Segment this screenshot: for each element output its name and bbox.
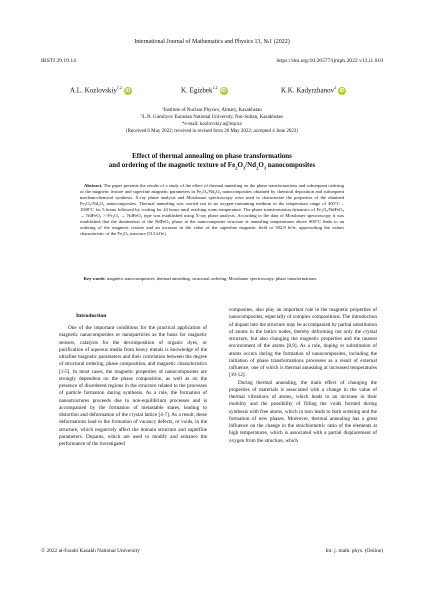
keywords-text: : magnetic nanocomposites, thermal annealing, structural ordering, Mossbauer spectroscopy, phase transformations. bbox=[104, 276, 318, 281]
affiliation-1: ¹Institute of Nuclear Physics, Almaty, Kazakhstan bbox=[162, 108, 262, 113]
author-2-affil: 1,2 bbox=[212, 85, 218, 90]
text-column-left bbox=[59, 325, 207, 448]
text-column-right bbox=[229, 307, 377, 445]
orcid-icon[interactable]: iD bbox=[339, 87, 345, 94]
irsti-code: IRSTI 29.19.14 bbox=[41, 58, 76, 64]
author-1-name: A.L. Kozlovskiy bbox=[70, 86, 117, 95]
article-title bbox=[0, 152, 424, 172]
received-dates: (Received 6 May 2022; received in revised form 26 May 2022; accepted 4 June 2022) bbox=[125, 129, 299, 134]
journal-header: International Journal of Mathematics and Physics 13, №1 (2022) bbox=[134, 39, 290, 45]
paragraph: One of the important conditions for the practical application of magnetic nanocomposites or nanoparticles as the basis for magnetic sensors, catalysts for the decomposition of organic dyes, or purification of aqueous media from heavy metals is knowledge of the ultrafine magnetic parameters and their correlation between the degree of structural ordering, phase composition, and magnetic characteristics [1-5]. In most cases, the magnetic properties of nanocomposites are strongly dependent on the phase composition, as well as on the presence of disordered regions in the structure related to the processes of particle formation during synthesis. As a rule, the formation of nanostructures proceeds due to non-equilibrium processes and is accompanied by the formation of metastable states, leading to distortion and deformation of the crystal lattice [4-7]. As a result, these deformations lead to the formation of vacancy defects, or voids, in the structure, which negatively affect the domain structure and superfine parameters. Dopants, which are used to modify and enhance the performance of the investigated bbox=[59, 325, 207, 447]
affiliations bbox=[0, 107, 424, 135]
corresponding-email: *e-mail: kozlovskiy.a@inp.kz bbox=[182, 122, 242, 127]
author-2-name: K. Egizbek bbox=[181, 86, 213, 95]
title-line-2: and ordering of the magnetic texture of $Fe_2O_3/Nd_2O_3$ nanocomposites bbox=[108, 161, 316, 171]
paragraph: During thermal annealing, the main effect of changing the properties of materials is associated with a change in the value of thermal vibrations of atoms, which leads to an increase in their mobility and the possibility of filling the voids formed during synthesis with free atoms, which in turn leads to both ordering and the formation of new phases. Moreover, thermal annealing has a great influence on the change in the stoichiometric ratio of the elements at high temperatures, which is associated with a partial displacement of oxygen from the structure, which bbox=[229, 379, 377, 444]
section-heading-introduction: Introduction bbox=[76, 313, 107, 319]
orcid-icon[interactable]: iD bbox=[221, 87, 226, 94]
author-3-name: K.K. Kadyrzhanov bbox=[281, 86, 335, 95]
orcid-icon[interactable]: iD bbox=[125, 87, 131, 94]
title-line-1: Effect of thermal annealing on phase transformations bbox=[132, 152, 292, 160]
author-3 bbox=[281, 85, 346, 95]
doi-link[interactable]: https://doi.org/10.26577/ijmph.2022.v13.i1.010 bbox=[276, 58, 383, 64]
affiliation-2: ²L.N. Gumilyov Eurasian National University, Nur-Sultan, Kazakhstan bbox=[141, 115, 283, 120]
keywords-label: Key words bbox=[83, 276, 105, 281]
paragraph: composites, also play an important role in the magnetic properties of nanocomposites, especially of complex compositions. The introduction of dopant into the structure may be accompanied by partial substitution of atoms in the lattice nodes, thereby deforming not only the crystal structure, but also changing the magnetic properties and the nearest environment of the atoms [8,9]. As a rule, doping or substitution of atoms occurs during the formation of nanocomposites, including the initiation of phase transformations processes as a result of external influence, one of which is thermal annealing at increased temperatures [10-12]. bbox=[229, 307, 377, 379]
journal-abbrev: Int. j. math. phys. (Online) bbox=[325, 548, 383, 554]
author-1-affil: 1,2 bbox=[116, 85, 122, 90]
abstract bbox=[80, 183, 344, 237]
title-line-2-pre: and ordering of the magnetic texture of Fe bbox=[108, 161, 236, 169]
abstract-label: Abstract. bbox=[84, 183, 103, 188]
abstract-text: The paper presents the results of a study of the effect of thermal annealing on the phase transformations and subsequent ordering of the magnetic texture and superfine magnetic parameters in Fe₂O₃/Nd₂O₃ nanocomposites obtained by chemical deposition and subsequent mechanochemical synthesis. X-ray phase analysis and Mossbauer spectroscopy were used to characterize the properties of the obtained Fe₂O₃/Nd₂O₃ nanocomposites. Thermal annealing was carried out in an oxygen-containing medium in the temperature range of 400°C – 1000°C for 5 hours followed by cooling for 24 hours until reaching room temperature. The phase transformation dynamics of Fe₂O₃/NdFeO₃ → NdFeO₃ >>Fe₂O₃ → NdFeO₃ type was established using X-ray phase analysis. According to the data of Mossbauer spectroscopy it was established that the domination of the NdFeO₃ phase in the nanocomposite structure at annealing temperatures above 800°C leads to an ordering of the magnetic texture and an increase in the value of the superfine magnetic field to 502.8 kOe, approaching the values characteristic of the Fe₂O₃ structure (513 kOe). bbox=[80, 183, 344, 237]
copyright: © 2022 al-Farabi Kazakh National University bbox=[41, 548, 140, 554]
author-3-affil: 2 bbox=[334, 85, 337, 90]
author-2 bbox=[181, 85, 228, 95]
keywords bbox=[80, 276, 344, 282]
author-1 bbox=[70, 85, 132, 95]
title-line-2-post: nanocomposites bbox=[266, 161, 316, 169]
